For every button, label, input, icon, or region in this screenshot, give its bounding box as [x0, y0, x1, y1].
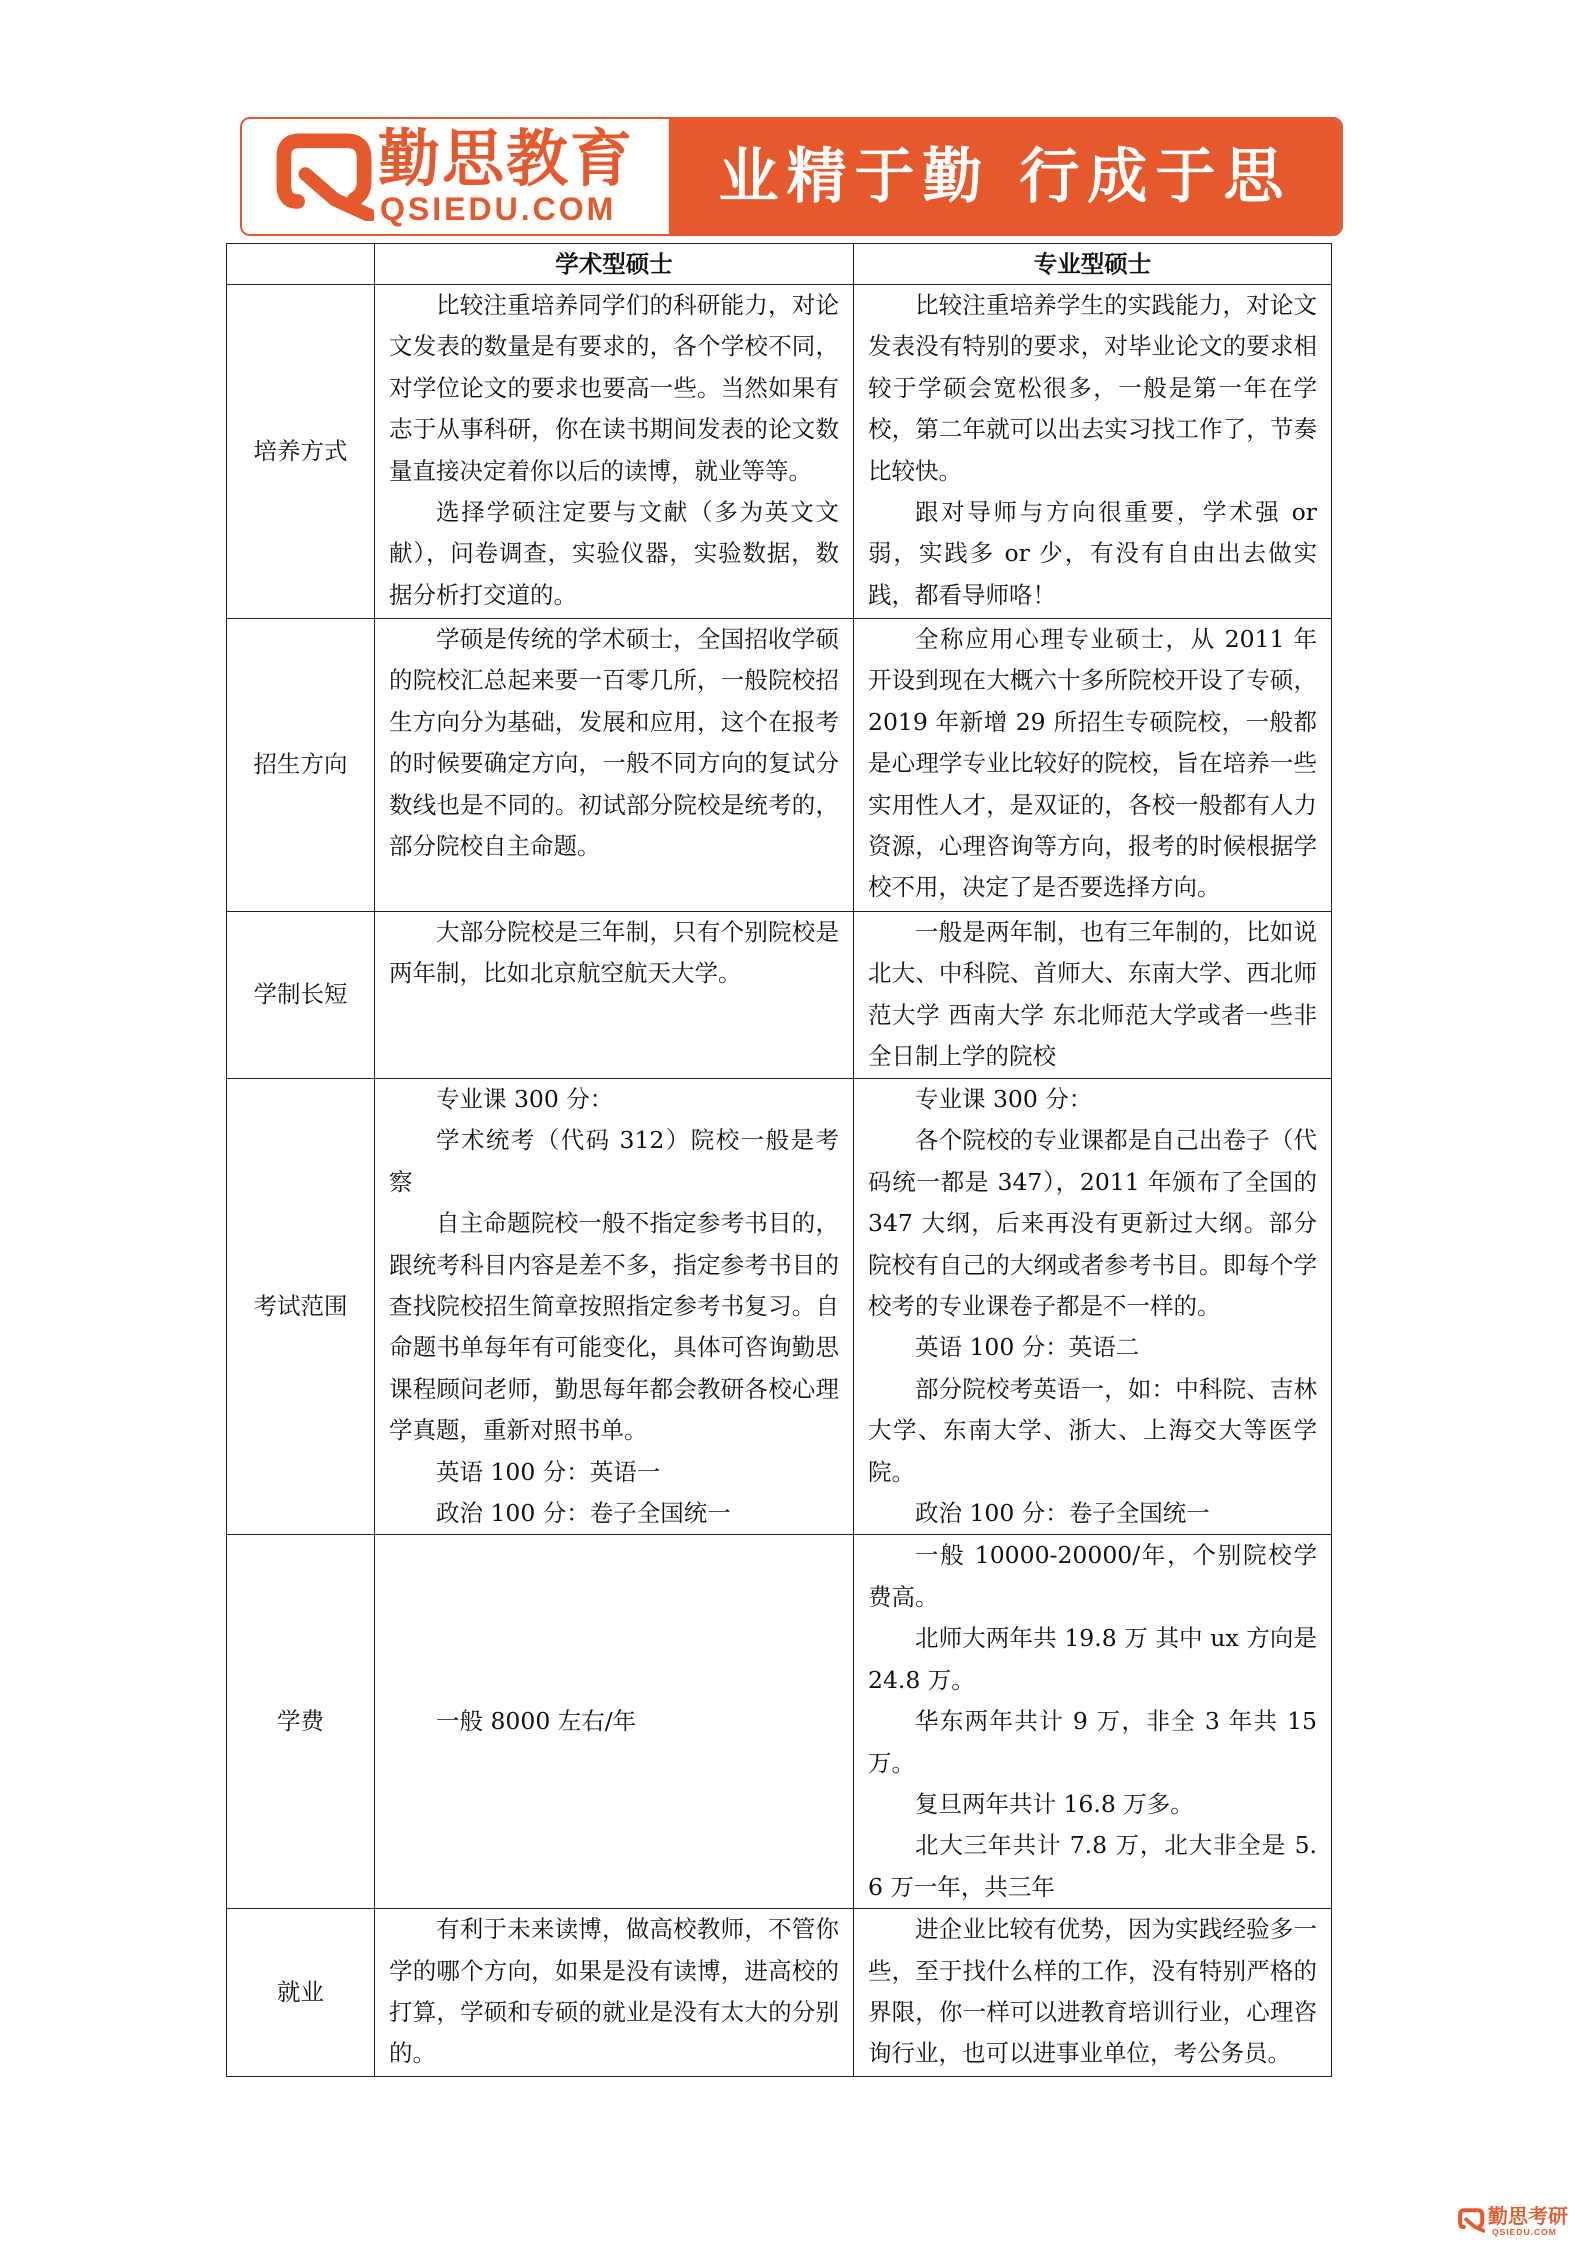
cell-paragraph: 比较注重培养学生的实践能力，对论文发表没有特别的要求，对毕业论文的要求相较于学硕会宽松很多，一般是第一年在学校，第二年就可以出去实习找工作了，节奏比较快。	[868, 291, 1317, 485]
brand-url: QSIEDU.COM	[380, 191, 617, 227]
slogan-panel	[669, 119, 1341, 234]
cell-paragraph: 英语 100 分：英语二	[915, 1333, 1140, 1362]
academic-cell	[375, 619, 854, 912]
professional-cell	[854, 1535, 1332, 1909]
qsiedu-logo-icon	[276, 131, 374, 221]
professional-cell	[854, 285, 1332, 619]
professional-cell	[854, 619, 1332, 912]
cell-paragraph: 大部分院校是三年制，只有个别院校是两年制，比如北京航空航天大学。	[389, 918, 839, 988]
table-header-row	[227, 244, 1332, 285]
footer-brand-name: 勤思考研	[1488, 2204, 1568, 2228]
cell-paragraph: 政治 100 分：卷子全国统一	[915, 1499, 1210, 1528]
row-label: 学费	[227, 1535, 375, 1909]
row-label: 招生方向	[227, 619, 375, 912]
cell-paragraph: 政治 100 分：卷子全国统一	[436, 1499, 731, 1528]
brand-name: 勤思教育	[378, 122, 635, 195]
qsiedu-logo-icon	[1458, 2207, 1485, 2233]
academic-cell	[375, 285, 854, 619]
table-row	[227, 1909, 1332, 2077]
cell-paragraph: 专业课 300 分：	[915, 1085, 1093, 1113]
header-banner	[240, 117, 1343, 236]
cell-paragraph: 学硕是传统的学术硕士，全国招收学硕的院校汇总起来要一百零几所，一般院校招生方向分为基础，发展和应用，这个在报考的时候要确定方向，一般不同方向的复试分数线也是不同的。初试部分院校是统考的，部分院校自主命题。	[389, 625, 839, 861]
brand-logo	[242, 119, 669, 234]
cell-paragraph: 有利于未来读博，做高校教师，不管你学的哪个方向，如果是没有读博，进高校的打算，学硕和专硕的就业是没有太大的分别的。	[389, 1915, 839, 2068]
cell-paragraph: 选择学硕注定要与文献（多为英文文献），问卷调查，实验仪器，实验数据，数据分析打交道的。	[389, 498, 839, 609]
cell-paragraph: 一般是两年制，也有三年制的，比如说北大、中科院、首师大、东南大学、西北师范大学 西南大学 东北师范大学或者一些非全日制上学的院校	[868, 918, 1317, 1071]
table-row	[227, 1079, 1332, 1535]
academic-cell	[375, 912, 854, 1079]
academic-cell	[375, 1909, 854, 2077]
cell-paragraph: 英语 100 分：英语一	[436, 1457, 661, 1486]
footer-brand-url: QSIEDU.COM	[1492, 2227, 1557, 2237]
table-row	[227, 619, 1332, 912]
row-label: 培养方式	[227, 285, 375, 619]
row-label: 就业	[227, 1909, 375, 2077]
professional-cell	[854, 912, 1332, 1079]
header-professional: 专业型硕士	[854, 244, 1332, 285]
professional-cell	[854, 1909, 1332, 2077]
cell-paragraph: 北师大两年共 19.8 万 其中 ux 方向是 24.8 万。	[868, 1624, 1317, 1694]
comparison-table	[226, 243, 1332, 2077]
cell-paragraph: 部分院校考英语一，如：中科院、吉林大学、东南大学、浙大、上海交大等医学院。	[868, 1374, 1317, 1486]
professional-cell	[854, 1079, 1332, 1535]
cell-paragraph: 一般 10000-20000/年，个别院校学费高。	[868, 1541, 1317, 1611]
row-label: 考试范围	[227, 1079, 375, 1535]
table-row	[227, 912, 1332, 1079]
cell-paragraph: 北大三年共计 7.8 万，北大非全是 5.6 万一年，共三年	[868, 1831, 1317, 1901]
header-corner-cell	[227, 244, 375, 285]
cell-paragraph: 各个院校的专业课都是自己出卷子（代码统一都是 347），2011 年颁布了全国的 347 大纲，后来再没有更新过大纲。部分院校有自己的大纲或者参考书目。即每个学校考的专业课卷子都是不一样的。	[868, 1126, 1317, 1321]
cell-paragraph: 复旦两年共计 16.8 万多。	[915, 1789, 1194, 1818]
cell-paragraph: 专业课 300 分：	[436, 1085, 614, 1113]
cell-paragraph: 比较注重培养同学们的科研能力，对论文发表的数量是有要求的，各个学校不同，对学位论文的要求也要高一些。当然如果有志于从事科研，你在读书期间发表的论文数量直接决定着你以后的读博，就业等等。	[389, 291, 839, 485]
academic-cell	[375, 1079, 854, 1535]
cell-paragraph: 全称应用心理专业硕士，从 2011 年开设到现在大概六十多所院校开设了专硕，2019 年新增 29 所招生专硕院校，一般都是心理学专业比较好的院校，旨在培养一些实用性人才，是双证的，各校一般都有人力资源，心理咨询等方向，报考的时候根据学校不用，决定了是否要选择方向。	[868, 625, 1317, 902]
table-row	[227, 285, 1332, 619]
cell-paragraph: 一般 8000 左右/年	[436, 1707, 637, 1736]
row-label: 学制长短	[227, 912, 375, 1079]
cell-paragraph: 进企业比较有优势，因为实践经验多一些，至于找什么样的工作，没有特别严格的界限，你一样可以进教育培训行业，心理咨询行业，也可以进事业单位，考公务员。	[868, 1915, 1317, 2068]
cell-paragraph: 学术统考（代码 312）院校一般是考察	[389, 1126, 839, 1196]
header-academic: 学术型硕士	[375, 244, 854, 285]
slogan: 业精于勤 行成于思	[718, 141, 1292, 212]
cell-paragraph: 跟对导师与方向很重要，学术强 or 弱，实践多 or 少，有没有自由出去做实践，都看导师咯！	[868, 498, 1317, 609]
cell-paragraph: 华东两年共计 9 万，非全 3 年共 15 万。	[868, 1707, 1317, 1777]
cell-paragraph: 自主命题院校一般不指定参考书目的，跟统考科目内容是差不多，指定参考书目的查找院校招生简章按照指定参考书复习。自命题书单每年有可能变化，具体可咨询勤思课程顾问老师，勤思每年都会教研各校心理学真题，重新对照书单。	[389, 1209, 839, 1445]
academic-cell	[375, 1535, 854, 1909]
table-row	[227, 1535, 1332, 1909]
footer-logo	[1458, 2203, 1570, 2239]
